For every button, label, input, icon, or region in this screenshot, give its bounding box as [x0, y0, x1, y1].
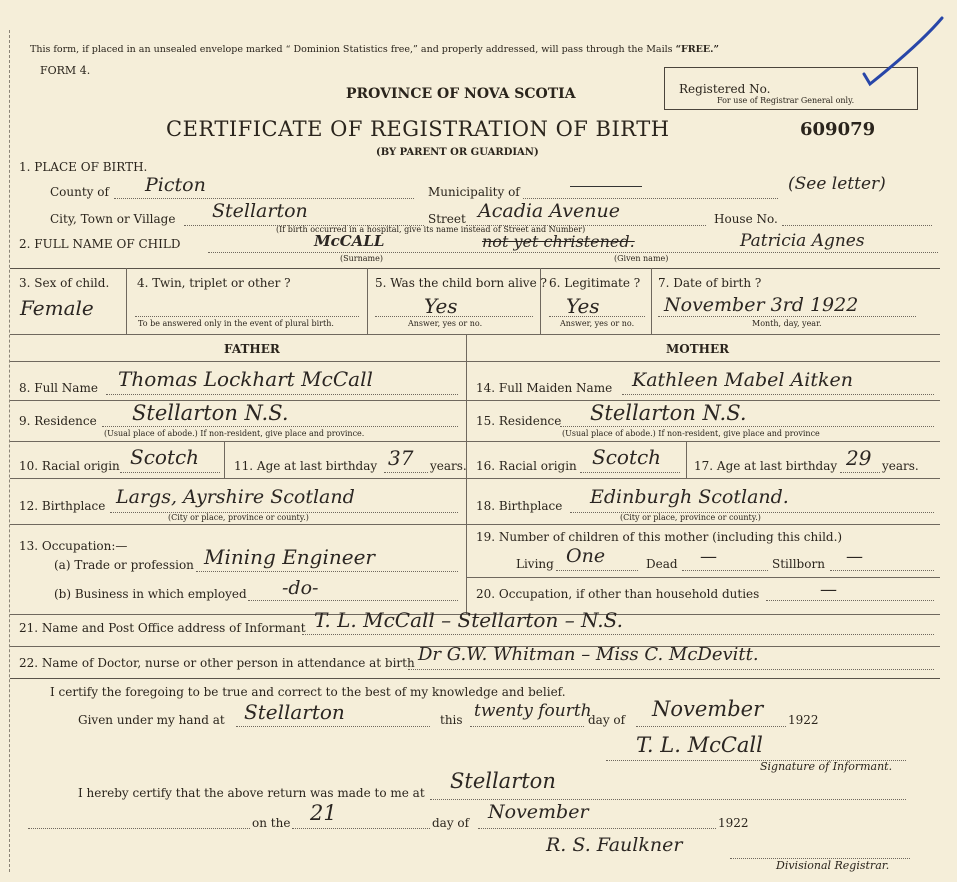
given-place-line	[236, 726, 430, 727]
municipality-dash	[570, 186, 642, 187]
details-bottom-rule	[10, 334, 940, 335]
registrar-use-note: For use of Registrar General only.	[717, 96, 855, 105]
alive-label: 5. Was the child born alive ?	[375, 276, 547, 290]
street-value: Acadia Avenue	[478, 200, 620, 222]
mother-children-label: 19. Number of children of this mother (including this child.)	[476, 530, 843, 544]
county-line	[114, 198, 414, 199]
informant-line	[302, 634, 934, 635]
mother-name-line	[622, 394, 934, 395]
father-name-value: Thomas Lockhart McCall	[118, 367, 373, 391]
father-racial-line	[120, 472, 220, 473]
registrar-day-of-label: day of	[432, 816, 470, 830]
mother-racial-line	[580, 472, 680, 473]
child-surname-value: McCALL	[314, 232, 385, 250]
mother-stillborn-value: —	[846, 547, 863, 567]
mail-notice	[30, 44, 719, 55]
mother-racial-label: 16. Racial origin	[476, 459, 577, 473]
father-birthplace-value: Largs, Ayrshire Scotland	[116, 486, 355, 508]
father-header: FATHER	[224, 342, 280, 356]
row-rule-doctor	[10, 678, 940, 679]
hospital-note: (If birth occurred in a hospital, give its name instead of Street and Number)	[276, 225, 586, 234]
parents-center-divider	[466, 334, 467, 614]
registrar-month-line	[478, 828, 716, 829]
child-name-label: 2. FULL NAME OF CHILD	[19, 237, 181, 251]
mother-birthplace-value: Edinburgh Scotland.	[590, 486, 789, 508]
certification-statement: I certify the foregoing to be true and correct to the best of my knowledge and belief.	[50, 685, 566, 699]
mother-living-value: One	[566, 545, 606, 567]
mother-residence-line	[560, 426, 934, 427]
mail-notice-free: “FREE.”	[675, 44, 719, 55]
registrar-signature-value: R. S. Faulkner	[546, 834, 683, 856]
registered-label: Registered No.	[679, 82, 771, 96]
informant-label: 21. Name and Post Office address of Informant	[19, 621, 306, 635]
mother-residence-note: (Usual place of abode.) If non-resident, give place and province	[562, 429, 820, 438]
mother-racial-divider	[686, 441, 687, 478]
blue-check-mark	[860, 14, 950, 94]
mother-dead-value: —	[700, 547, 717, 567]
father-birthplace-note: (City or place, province or county.)	[168, 513, 309, 522]
municipality-line	[523, 198, 778, 199]
given-label: Given under my hand at	[78, 713, 225, 727]
day-line	[470, 726, 584, 727]
row-rule-birthplace	[10, 524, 940, 525]
father-birthplace-label: 12. Birthplace	[19, 499, 106, 513]
left-margin-rule	[9, 30, 10, 872]
mother-header: MOTHER	[666, 342, 730, 356]
mother-age-value: 29	[846, 446, 872, 470]
this-label: this	[440, 713, 463, 727]
registrar-lead-line	[28, 828, 250, 829]
dob-line	[658, 316, 916, 317]
father-age-value: 37	[388, 446, 414, 470]
father-residence-note: (Usual place of abode.) If non-resident, give place and province.	[104, 429, 365, 438]
doctor-value: Dr G.W. Whitman – Miss C. McDevitt.	[418, 644, 759, 665]
registrar-caption: Divisional Registrar.	[776, 859, 890, 872]
mother-residence-label: 15. Residence	[476, 414, 562, 428]
legitimate-value: Yes	[566, 294, 600, 318]
child-given-value: Patricia Agnes	[740, 231, 865, 251]
place-of-birth-label: 1. PLACE OF BIRTH.	[19, 160, 148, 174]
row-rule-residence	[10, 441, 940, 442]
father-business-line	[248, 600, 458, 601]
father-trade-line	[196, 571, 458, 572]
month-value: November	[652, 697, 764, 721]
father-racial-value: Scotch	[130, 445, 200, 469]
alive-note: Answer, yes or no.	[408, 319, 483, 328]
municipality-label: Municipality of	[428, 185, 520, 199]
father-residence-value: Stellarton N.S.	[132, 401, 289, 425]
divider-1	[126, 268, 127, 334]
father-business-value: -do-	[282, 577, 319, 599]
mother-birthplace-note: (City or place, province or county.)	[620, 513, 761, 522]
father-business-label: (b) Business in which employed	[54, 587, 247, 601]
father-trade-label: (a) Trade or profession	[54, 558, 194, 572]
mother-birthplace-label: 18. Birthplace	[476, 499, 563, 513]
certificate-number: 609079	[800, 119, 876, 140]
father-age-line	[384, 472, 428, 473]
mother-living-line	[556, 570, 638, 571]
form-number: FORM 4.	[40, 64, 91, 77]
father-age-label: 11. Age at last birthday	[234, 459, 378, 473]
legitimate-label: 6. Legitimate ?	[549, 276, 641, 290]
mother-living-label: Living	[516, 557, 554, 571]
informant-value: T. L. McCall – Stellarton – N.S.	[314, 608, 623, 632]
mother-age-label: 17. Age at last birthday	[694, 459, 838, 473]
doctor-line	[408, 669, 934, 670]
year-value: 1922	[788, 713, 819, 727]
house-line	[782, 225, 932, 226]
mother-occupation-value: —	[820, 580, 837, 600]
mother-occupation-line	[766, 600, 934, 601]
mother-stillborn-line	[830, 570, 934, 571]
registrar-place-line	[430, 799, 906, 800]
dob-note: Month, day, year.	[752, 319, 822, 328]
house-label: House No.	[714, 212, 778, 226]
certificate-title: CERTIFICATE OF REGISTRATION OF BIRTH	[166, 117, 670, 141]
see-letter-note: (See letter)	[788, 174, 886, 194]
registrar-day-value: 21	[310, 801, 337, 825]
twin-note: To be answered only in the event of plural birth.	[138, 319, 334, 328]
divider-2	[367, 268, 368, 334]
city-label: City, Town or Village	[50, 212, 176, 226]
mother-years-label: years.	[882, 459, 919, 473]
street-label: Street	[428, 212, 466, 226]
father-residence-line	[102, 426, 458, 427]
details-top-rule	[10, 268, 940, 269]
informant-signature-caption: Signature of Informant.	[760, 760, 893, 773]
dob-label: 7. Date of birth ?	[658, 276, 762, 290]
father-occupation-label: 13. Occupation:—	[19, 539, 128, 553]
twin-line	[135, 316, 359, 317]
day-value: twenty fourth	[474, 701, 592, 721]
mother-dead-label: Dead	[646, 557, 678, 571]
informant-signature-value: T. L. McCall	[636, 733, 763, 757]
row-rule-racial	[10, 478, 940, 479]
registrar-year-value: 1922	[718, 816, 749, 830]
surname-caption: (Surname)	[340, 254, 383, 263]
given-name-caption: (Given name)	[614, 254, 669, 263]
certificate-subtitle: (BY PARENT OR GUARDIAN)	[376, 147, 539, 158]
father-residence-label: 9. Residence	[19, 414, 97, 428]
mother-name-value: Kathleen Mabel Aitken	[632, 369, 853, 391]
mother-residence-value: Stellarton N.S.	[590, 401, 747, 425]
father-trade-value: Mining Engineer	[204, 545, 375, 569]
registrar-statement: I hereby certify that the above return was made to me at	[78, 786, 425, 800]
mother-dead-line	[682, 570, 768, 571]
father-name-label: 8. Full Name	[19, 381, 98, 395]
mother-racial-value: Scotch	[592, 445, 662, 469]
sex-label: 3. Sex of child.	[19, 276, 110, 290]
child-struck-value: not yet christened.	[482, 232, 635, 251]
day-of-label: day of	[588, 713, 626, 727]
mother-name-label: 14. Full Maiden Name	[476, 381, 613, 395]
divider-4	[651, 268, 652, 334]
child-name-line	[208, 252, 938, 253]
sex-value: Female	[20, 296, 94, 320]
father-name-line	[106, 394, 458, 395]
twin-label: 4. Twin, triplet or other ?	[137, 276, 291, 290]
mother-stillborn-label: Stillborn	[772, 557, 825, 571]
mother-occupation-label: 20. Occupation, if other than household duties	[476, 587, 760, 601]
legitimate-note: Answer, yes or no.	[560, 319, 635, 328]
dob-value: November 3rd 1922	[664, 294, 859, 316]
registrar-month-value: November	[488, 801, 589, 823]
mail-notice-text: This form, if placed in an unsealed envelope marked “ Dominion Statistics free,” and properly addressed, will pass through the Mails	[30, 44, 673, 55]
father-racial-divider	[224, 441, 225, 478]
registrar-day-line	[292, 828, 430, 829]
father-racial-label: 10. Racial origin	[19, 459, 120, 473]
registrar-place-value: Stellarton	[450, 769, 556, 793]
mother-age-line	[840, 472, 880, 473]
parents-header-rule	[10, 361, 940, 362]
month-line	[636, 726, 786, 727]
county-value: Picton	[145, 174, 206, 196]
mother-children-rule	[466, 577, 940, 578]
alive-value: Yes	[424, 294, 458, 318]
given-place-value: Stellarton	[244, 700, 345, 724]
on-the-label: on the	[252, 816, 291, 830]
county-label: County of	[50, 185, 109, 199]
father-years-label: years.	[430, 459, 467, 473]
city-value: Stellarton	[212, 200, 308, 222]
doctor-label: 22. Name of Doctor, nurse or other person in attendance at birth	[19, 656, 415, 670]
province-heading: PROVINCE OF NOVA SCOTIA	[346, 86, 576, 102]
